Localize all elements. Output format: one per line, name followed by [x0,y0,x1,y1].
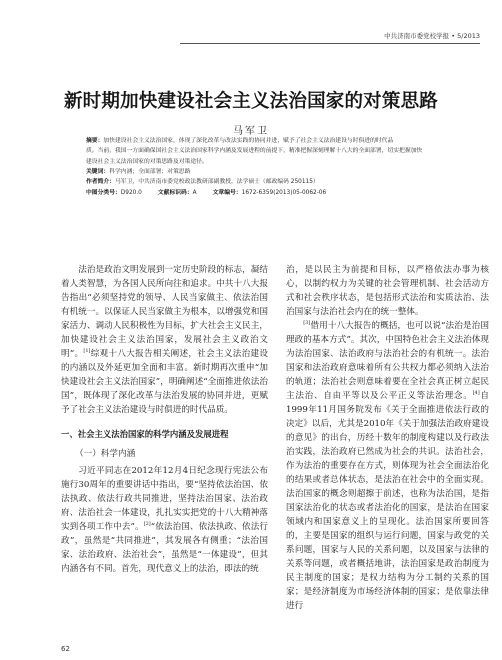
intro-paragraph: 法治是政治文明发展到一定历史阶段的标志，凝结着人类智慧，为各国人民所向往和追求。中共十八大报告指出“必须坚持党的领导、人民当家做主、依法治国有机统一。以保证人民当家做主为根本，以增强党和国家活力、调动人民积极性为目标，扩大社会主义民主，加快建设社会主义法治国家，发展社会主义政治文明”。[1]综观十八大报告相关阐述，社会主义法治建设的内涵以及外延更加全面和丰富。新时期再次重申“加快建设社会主义法治国家”，明确阐述“全面推进依法治国”，既体现了深化改革与法治发展的协同并进，更赋予了社会主义法治建设与时俱进的时代品质。 [61,265,268,415]
author-info-label: 作者简介： [86,179,115,186]
citation-1: [1] [83,348,91,355]
abstract-line-1: 摘要：加快建设社会主义法治国家，体现了深化改革与改法实践的协同并进，赋予了社会主义法治建设与时俱进的时代品 [86,138,394,144]
keywords [86,167,478,177]
citation-3: [3] [303,320,311,327]
keywords-value: 科学内涵；全面部署；对策思路 [109,168,191,175]
citation-2: [2] [143,521,151,528]
right-column [286,263,489,613]
section-heading: 一、社会主义法治国家的科学内涵及发展进程 [61,429,229,439]
author-info [86,177,478,187]
article-metadata [86,136,478,199]
page-number: 62 [61,645,70,653]
running-head: 中共济南市委党校学报 • 5/2013 [180,31,480,44]
author-info-value: 马军卫，中共济南市委党校政法教研部副教授，法学硕士（邮政编码 250115） [115,179,319,186]
keywords-label: 关键词： [86,168,110,175]
document-code: 文献标识码：A [157,190,197,197]
classification-ids [86,188,478,198]
abstract-line-2: 质。当前，我国一方面确保国社会主义法治国家科学内涵及发展进程的前提下，精准把握深刻理解十八大的全面部署，切实把握加快 [86,148,423,155]
abstract-label: 摘要： [86,138,104,144]
left-column [61,263,268,576]
clc-number: 中图分类号：D920.0 [86,190,142,197]
subsection-heading: （一）科学内涵 [75,449,136,459]
continued-paragraph: 治，是以民主为前提和目标，以严格依法办事为核心，以制约权力为关键的社会管理机制、社会活动方式和社会秩序状态，是包括形式法治和实质法治、法治国家与法治社会内在的统一整体。 [286,265,489,317]
article-title: 新时期加快建设社会主义法治国家的对策思路 [63,91,438,112]
article-number: 文章编号：1672-6359(2013)05-0062-06 [212,190,327,197]
body-paragraph: [3]借用十八大报告的概括，也可以说“法治是治国理政的基本方式”。其次，中国特色社会主义法治体现为法治国家、法治政府与法治社会的有机统一。法治国家和法治政府意味着所有公共权力都必须纳入法治的轨道；法治社会则意味着要在全社会真正树立起民主法治、自由平等以及公平正义等法治理念。[4]自1999年11月国务院发布《关于全面推进依法行政的决定》以后，尤其是2010年《关于加强法治政府建设的意见》的出台，历经十数年的制度构建以及行政法治实践，法治政府已然成为社会的共识。法治社会，作为法治的重要存在方式，则体现为社会全面法治化的结果或者总体状态，是法治在社会中的全面实现。法治国家的概念则超擦于前述，也称为法治国，是指国家法治化的状态或者法治化的国家，是法治在国家领域内和国家意义上的呈现化。法治国家所要回答的，主要是国家的组织与运行问题，国家与政党的关系问题，国家与人民的关系问题，以及国家与法律的关系等问题，或者概括地讲，法治国家是政治制度为民主制度的国家；是权力结构为分工制约关系的国家；是经济制度为市场经济体制的国家；是依靠法律进行 [286,320,489,611]
author-name: 马军卫 [233,126,269,137]
body-paragraph: 习近平同志在2012年12月4日纪念现行宪法公布施行30周年的重要讲话中指出，要“坚持依法治国、依法执政、依法行政共同推进，坚持法治国家、法治政府、法治社会一体建设，扎扎实实把党的十八大精神落实到各项工作中去”。[2]“依法治国、依法执政、依法行政”，虽然是“共同推进”，其发展各有侧重；“法治国家、法治政府、法治社会”，虽然是“一体建设”，但其内涵各有不同。首先，现代意义上的法治，即法的统 [61,466,268,574]
citation-4: [4] [472,390,480,397]
abstract-line-3: 建设社会主义法治国家的对策思路及对策途径。 [86,158,208,165]
